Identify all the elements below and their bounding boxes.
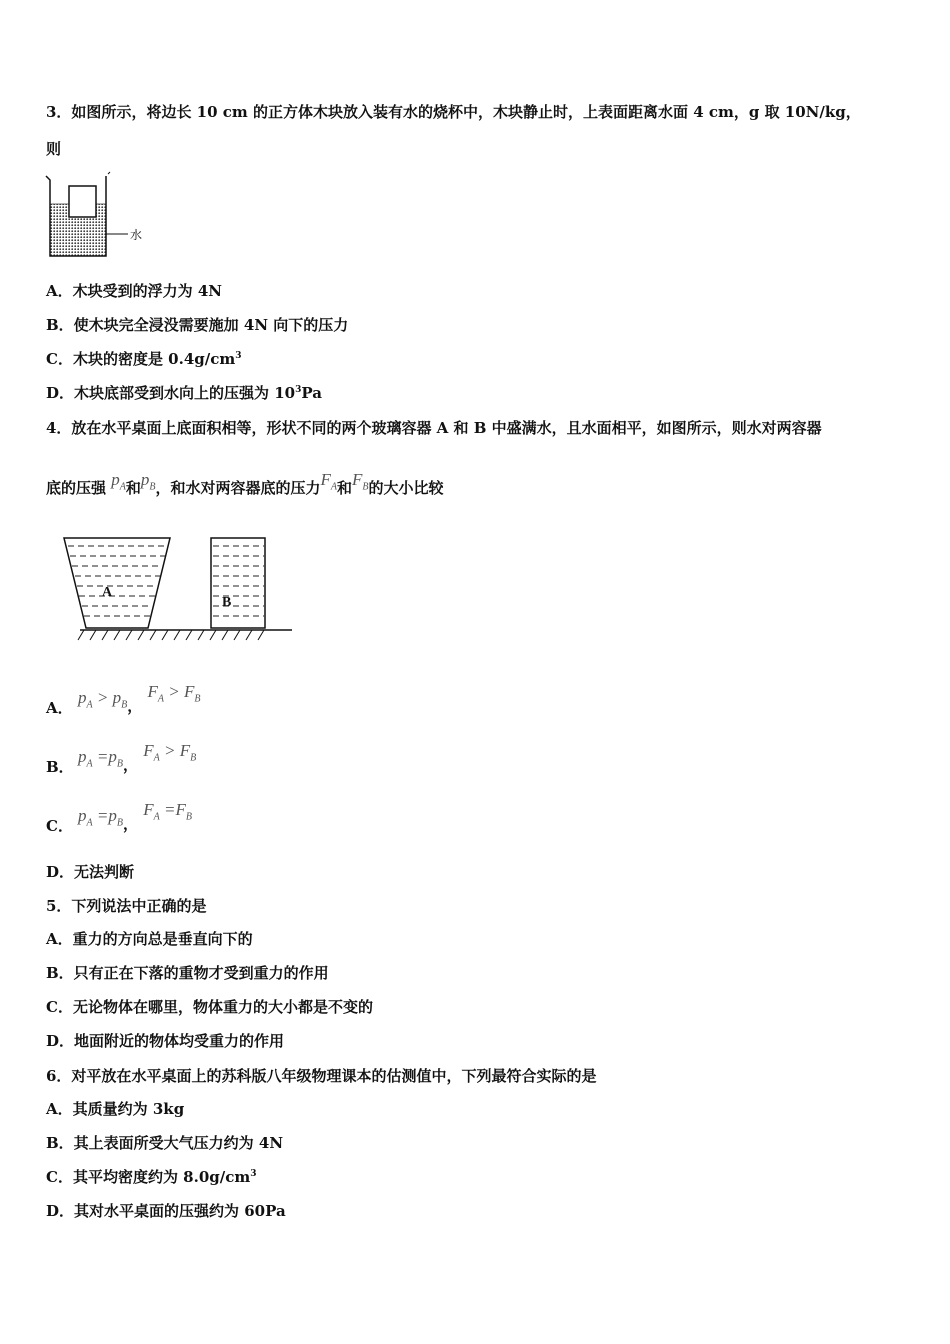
container-a [64,538,170,628]
svg-text:B: B [222,595,232,610]
water-label: 水 [130,228,143,242]
q4-option-a-math: $p_A > p_B$， $F_A > F_B$ [78,682,201,715]
q4-option-a-label: A． [46,699,73,717]
q3-stem-line2: 则 [46,140,62,158]
q3-option-d: D．木块底部受到水向上的压强为 $10^3Pa$ [46,384,322,402]
q4-option-c-math: $p_A =p_B$， $F_A =F_B$ [78,800,192,833]
beaker-figure [44,170,154,262]
q5-stem: 5．下列说法中正确的是 [46,897,207,915]
q5-option-c: C．无论物体在哪里，物体重力的大小都是不变的 [46,998,373,1016]
q3-option-b: B．使木块完全浸没需要施加 4N 向下的压力 [46,316,349,334]
q4-option-d: D．无法判断 [46,863,135,881]
q6-option-c: C．其平均密度约为 $8.0g/cm^3$ [46,1168,257,1186]
q6-option-a: A．其质量约为 3kg [46,1100,185,1118]
wood-block [69,186,96,217]
containers-figure [60,532,296,642]
q6-option-b: B．其上表面所受大气压力约为 4N [46,1134,284,1152]
q6-option-d: D．其对水平桌面的压强约为 60Pa [46,1202,286,1220]
q5-option-d: D．地面附近的物体均受重力的作用 [46,1032,285,1050]
q4-option-c-label: C． [46,817,73,835]
q4-stem-line1: 4．放在水平桌面上底面积相等，形状不同的两个玻璃容器 A 和 B 中盛满水，且水面相平，如图所示，则水对两容器 [46,419,822,437]
q3-option-c: C．木块的密度是 $0.4g/cm^3$ [46,350,242,368]
ground-hatching [78,630,292,640]
q3-stem-line1: 3．如图所示，将边长 10 cm 的正方体木块放入装有水的烧杯中，木块静止时，上表面距离水面 4 cm，g 取 10N/kg， [46,103,861,121]
q4-option-b-math: $p_A =p_B$， $F_A > F_B$ [78,741,197,774]
svg-text:A: A [102,585,113,600]
container-b [211,538,265,628]
q4-stem-line2: 底的压强 $p_A$和$p_B$，和水对两容器底的压力$F_A$和$F_B$的大小比较 [46,470,444,497]
q6-stem: 6．对平放在水平桌面上的苏科版八年级物理课本的估测值中，下列最符合实际的是 [46,1067,597,1085]
q4-option-b-label: B． [46,758,74,776]
q5-option-a: A．重力的方向总是垂直向下的 [46,930,253,948]
q3-option-a: A．木块受到的浮力为 4N [46,282,223,300]
q5-option-b: B．只有正在下落的重物才受到重力的作用 [46,964,329,982]
